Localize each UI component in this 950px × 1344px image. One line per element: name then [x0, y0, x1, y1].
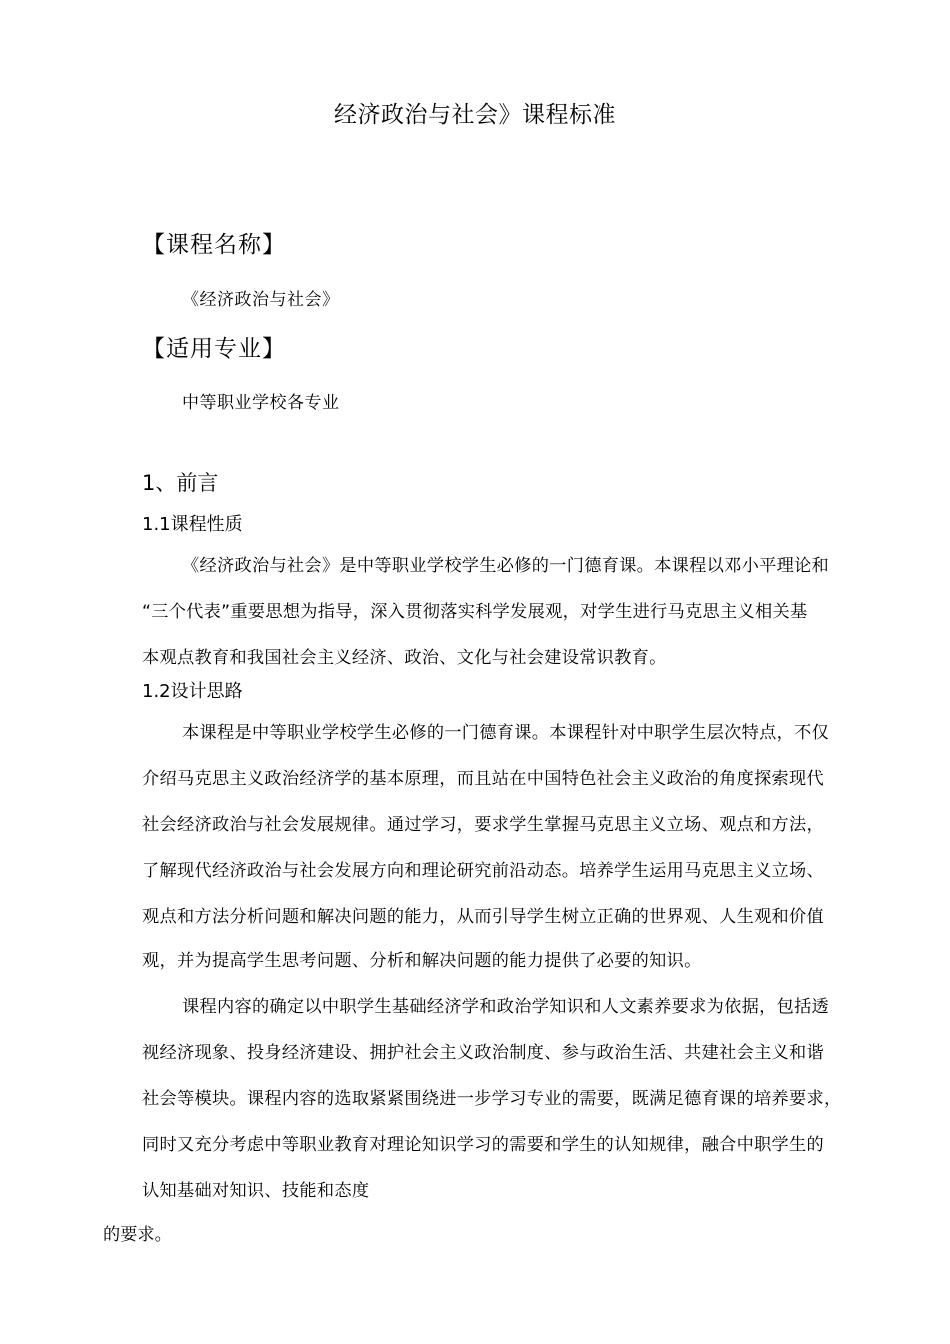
course-name-value: 《经济政治与社会》	[182, 290, 340, 310]
course-name-heading: 【课程名称】	[142, 232, 286, 258]
section-1-2-para2-line: 社会等模块。课程内容的选取紧紧围绕进一步学习专业的需要，既满足德育课的培养要求，	[142, 1089, 842, 1109]
section-1-2-tail-line: 的要求。	[103, 1225, 172, 1245]
document-title: 经济政治与社会》课程标准	[334, 102, 616, 128]
section-1-2-heading: 1.2设计思路	[142, 681, 243, 702]
section-1-2-para1-line: 了解现代经济政治与社会发展方向和理论研究前沿动态。培养学生运用马克思主义立场、	[142, 861, 825, 881]
section-1-1-line: 《经济政治与社会》是中等职业学校学生必修的一门德育课。本课程以邓小平理论和	[182, 556, 830, 576]
section-1-2-para2-line: 认知基础对知识、技能和态度	[142, 1181, 370, 1201]
section-1-2-para2-line: 课程内容的确定以中职学生基础经济学和政治学知识和人文素养要求为依据，包括透	[182, 997, 830, 1017]
applicable-major-heading: 【适用专业】	[142, 336, 286, 362]
section-1-2-para2-line: 视经济现象、投身经济建设、拥护社会主义政治制度、参与政治生活、共建社会主义和谐	[142, 1043, 825, 1063]
section-1-2-para1-line: 介绍马克思主义政治经济学的基本原理，而且站在中国特色社会主义政治的角度探索现代	[142, 769, 825, 789]
section-1-2-para1-line: 观点和方法分析问题和解决问题的能力，从而引导学生树立正确的世界观、人生观和价值	[142, 907, 825, 927]
section-1-2-para1-line: 观，并为提高学生思考问题、分析和解决问题的能力提供了必要的知识。	[142, 951, 702, 971]
section-1-1-heading: 1.1课程性质	[142, 514, 243, 535]
section-1-2-para1-line: 本课程是中等职业学校学生必修的一门德育课。本课程针对中职学生层次特点，不仅	[182, 723, 830, 743]
section-1-1-line: “三个代表”重要思想为指导，深入贯彻落实科学发展观，对学生进行马克思主义相关基	[142, 602, 808, 622]
applicable-major-value: 中等职业学校各专业	[182, 393, 340, 413]
chapter-1-heading: 1、前言	[142, 471, 219, 495]
section-1-2-para2-line: 同时又充分考虑中等职业教育对理论知识学习的需要和学生的认知规律，融合中职学生的	[142, 1135, 825, 1155]
section-1-1-line: 本观点教育和我国社会主义经济、政治、文化与社会建设常识教育。	[142, 648, 667, 668]
section-1-2-para1-line: 社会经济政治与社会发展规律。通过学习，要求学生掌握马克思主义立场、观点和方法，	[142, 815, 825, 835]
